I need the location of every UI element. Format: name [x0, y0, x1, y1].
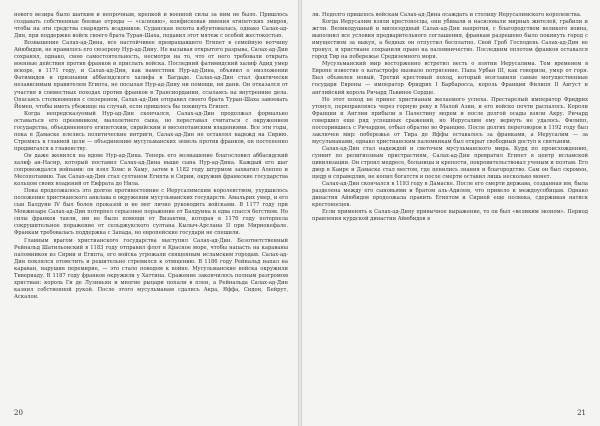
paragraph: Салах-ад-Дин скончался в 1193 году в Дамаске. После его смерти держава, созданная им, была разделена между его сыновьями и братом аль-Адилем, что привело к междоусобицам. Однако династия Айюбидов продолжала править Египтом и Сирией еще полвека, сдерживая натиск крестоносцев.	[312, 181, 588, 209]
paragraph: Возвышение Салах-ад-Дина, все настойчивее превращавшего Египет в семейную вотчину Айюбидов, не нравилось его сюзерену Нур-ад-Дину. Не вызывая открытого разрыва, Салах-ад-Дин сохранял, однако, свою самостоятельность, несмотря на то, что от него требовали открыть военные действия против франков и прислать войска. Последний фатимидский халиф Адид умер вскоре, в 1171 году, и Салах-ад-Дин, как наместник Нур-ад-Дина, объявил о низложении Фатимидов и признании аббасидского халифа в Багдаде. Салах-ад-Дин стал фактически независимым правителем Египта, не посылая Нур-ад-Дину ни помощи, ни дани. Он отказался от участия в совместных походах против франков в Трансиордании, ссылаясь на внутренние дела. Опасаясь столкновения с сюзереном, Салах-ад-Дин отправил своего брата Туран-Шаха завоевать Йемен, чтобы иметь убежище на случай, если пришлось бы покинуть Египет.	[14, 40, 288, 110]
paragraph: Но этот поход не принес христианам желаемого успеха. Престарелый император Фридрих утонул, переправляясь через горную реку в Малой Азии, и его войско почти распалось. Короли Франции и Англии прибыли в Палестину морем и после долгой осады взяли Акру. Ричард совершил еще ряд успешных сражений, но Иерусалим ему вернуть не удалось. Филипп, поссорившись с Ричардом, отбыл обратно во Францию. После долгих переговоров в 1192 году был заключен мир: побережье от Тира до Яффы оставалось за франками, а Иерусалим — за мусульманами, однако христианским паломникам был открыт свободный доступ к святыням.	[312, 96, 588, 145]
right-page	[302, 0, 600, 426]
paragraph: Салах-ад-Дин стал надеждой и светочем мусульманского мира. Курд по происхождению, суннит по религиозным пристрастиям, Салах-ад-Дин превратил Египет в центр исламской цивилизации. Он строил медресе, больницы и крепости, покровительствовал ученым и поэтам. Его двор в Каире и Дамаске стал местом, где ценились знания и благородство. Сам он был скромен, щедр и справедлив, не копил богатств и после смерти оставил лишь несколько монет.	[312, 145, 588, 181]
right-page-text	[312, 12, 588, 223]
paragraph: Главным врагом христианского государства выступил Салах-ад-Дин. Безответственный Рейнальд Шатильонский в 1183 году отправил флот в Красное море, чтобы напасть на караваны паломников из Сирии и Египта, его войска угрожали священным исламским городам. Салах-ад-Дин поклялся отомстить и решительно стремился к отмщению. В 1186 году Рейнальд напал на караван, нарушив перемирие, — это стало поводом к войне. Мусульманские войска окружили Тивериаду. В 1187 году франков окружили у Хаттина. Сражение закончилось полным разгромом христиан: король Ги де Лузиньян и многие рыцари попали в плен, а Рейнальда Салах-ад-Дин казнил собственной рукой. После этого мусульманам сдались Акра, Яффа, Сидон, Бейрут, Аскалон.	[14, 237, 288, 300]
paragraph: нового везира было шатким и непрочным, крепкой и военной силы за ним не было. Пришлось создавать собственные боевые отряды — «саляхию», конфисковав имения египетских эмиров, чтобы на эти средства снарядить всадников. Суданская пехота взбунтовалась, однако Салах-ад-Дин, при поддержке войск своего брата Туран-Шаха, подавил этот мятеж с особой жестокостью.	[14, 12, 288, 40]
paragraph: Когда Иерусалим взяли крестоносцы, они убивали и насиловали мирных жителей, грабили и жгли. Великодушный и милосердный Салах-ад-Дин напротив, с благородством великого воина, выполнил все условия предварительного соглашения, франкам разрешено было покинуть город с имуществом за выкуп, а бедных он отпустил бесплатно. Свой Гроб Господень Салах-ад-Дин не тронул, и христиане сохранили право на паломничество. Последним оплотом франков оставался город Тир на побережье Средиземного моря.	[312, 19, 588, 61]
left-page-text	[14, 12, 288, 301]
left-page	[0, 0, 298, 426]
left-page-number: 20	[14, 409, 23, 417]
paragraph: Когда непредсказуемый Нур-ад-Дин скончался, Салах-ад-Дин продолжал формально оставаться его преемником, малолетнего сына, но переставал считаться с окружением государства, объединенного египетским, сирийским и месопотамским владениями. Все эти годы, пока в Дамаске плелись политические интриги, Салах-ад-Дин не оставлял надежд на Сирию. Стремясь к главной цели — объединению мусульманских земель против франков, он постепенно продвигался к главенству.	[14, 110, 288, 152]
paragraph: Если применять к Салах-ад-Дину привычное выражение, то он был «великим эконом». Период правления курдской династии Айюбидов в	[312, 209, 588, 223]
paragraph: Мусульманский мир восторженно встретил весть о взятии Иерусалима. Тем временем в Европе известие о катастрофе вызвало потрясение. Папа Урбан III, как говорили, умер от горя. Был объявлен новый, Третий крестовый поход, который возглавили самые могущественные государи Европы — император Фридрих I Барбаросса, король Франции Филипп II Август и английский король Ричард Львиное Сердце.	[312, 61, 588, 96]
right-page-number: 21	[577, 409, 586, 417]
paragraph: Пока продолжалось это долгое противостояние с Иерусалимским королевством, ухудшилось положение христианского анклава в окружении мусульманских государств. Амальрих умер, и его сын Балдуин IV был болен проказой и не мог лично руководить войсками. В 1177 году при Монжизаре Салах-ад-Дин потерпел серьезное поражение от Балдуина и едва спасся бегством. Но силы франков таяли, им не было помощи от Византии, которая в 1176 году потерпела сокрушительное поражение от сельджукского султана Кылыч-Арслана II при Мириокефале. Франкам требовалась поддержка с Запада, но европейские государи не спешили.	[14, 188, 288, 237]
paragraph: ли. Недолго пришлось войскам Салах-ад-Дина осаждать и столицу Иерусалимского королевства.	[312, 12, 582, 18]
paragraph: Он даже женился на вдове Нур-ад-Дина. Теперь его возвышение благословил аббасидский халиф ан-Насир, который поставил Салах-ад-Дина выше сына Нур-ад-Дина. Каждый его шаг сопровождался войнами: он взял Хомс и Хаму, затем в 1182 году штурмом захватил Алеппо и Месопотамию. Так Салах-ад-Дин стал султаном Египта и Сирии, окружив франкские государства кольцом своих владений от Евфрата до Нила.	[14, 152, 288, 188]
